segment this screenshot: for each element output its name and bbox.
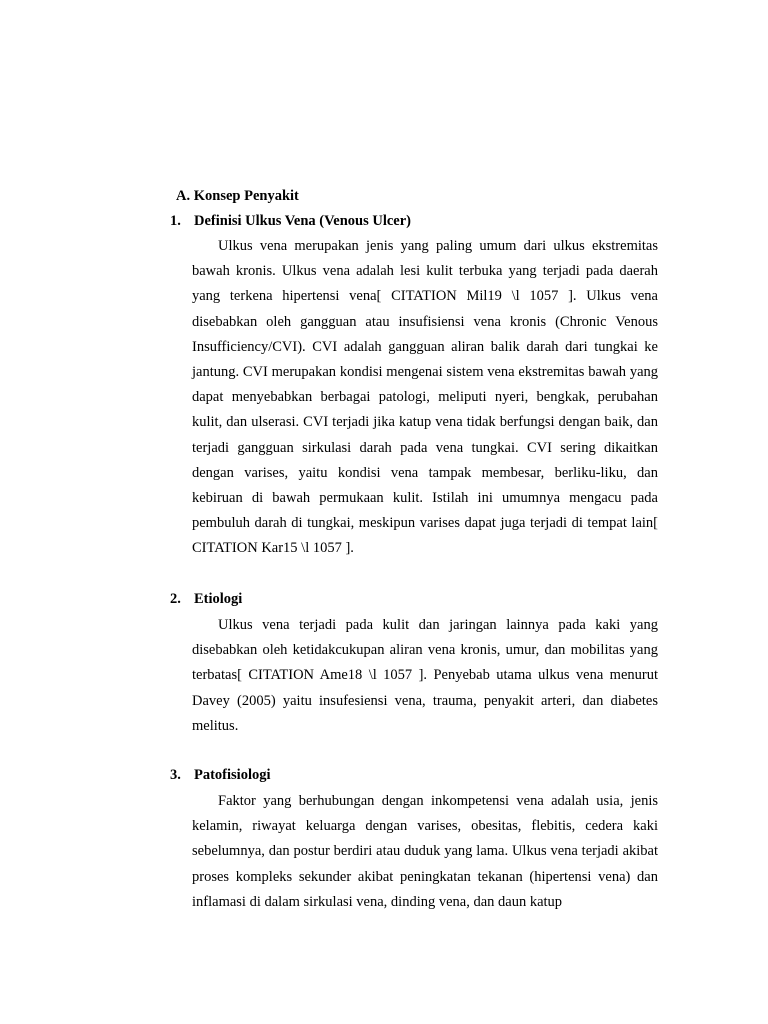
chapter-heading: A. Konsep Penyakit — [176, 188, 299, 204]
section-3-title: Patofisiologi — [194, 767, 271, 783]
section-2-heading — [170, 591, 242, 608]
section-1-title: Definisi Ulkus Vena (Venous Ulcer) — [194, 213, 411, 229]
section-3-heading — [170, 767, 271, 784]
section-2-paragraph: Ulkus vena terjadi pada kulit dan jaringan lainnya pada kaki yang disebabkan oleh ketidakcukupan aliran vena kronis, umur, dan mobilitas yang terbatas[ CITATION Ame18 \l 1057 ]. Penyebab utama ulkus vena menurut Davey (2005) yaitu insufesiensi vena, trauma, penyakit arteri, dan diabetes melitus. — [192, 617, 658, 734]
section-2-title: Etiologi — [194, 591, 243, 607]
section-1-number: 1. — [170, 213, 181, 229]
section-3-number: 3. — [170, 767, 181, 783]
section-1-paragraph: Ulkus vena merupakan jenis yang paling umum dari ulkus ekstremitas bawah kronis. Ulkus vena adalah lesi kulit terbuka yang terjadi pada daerah yang terkena hipertensi vena[ CITATION Mil19 \l 1057 ]. Ulkus vena disebabkan oleh gangguan atau insufisiensi vena kronis (Chronic Venous Insufficiency/CVI). CVI adalah gangguan aliran balik darah dari tungkai ke jantung. CVI merupakan kondisi mengenai sistem vena ekstremitas bawah yang dapat menyebabkan berbagai patologi, meliputi nyeri, bengkak, perubahan kulit, dan ulserasi. CVI terjadi jika katup vena tidak berfungsi dengan baik, dan terjadi gangguan sirkulasi darah pada vena tungkai. CVI sering dikaitkan dengan varises, yaitu kondisi vena tampak membesar, berliku-liku, dan kebiruan di bawah permukaan kulit. Istilah ini umumnya mengacu pada pembuluh darah di tungkai, meskipun varises dapat juga terjadi di tempat lain[ CITATION Kar15 \l 1057 ]. — [192, 238, 658, 557]
section-3-paragraph: Faktor yang berhubungan dengan inkompetensi vena adalah usia, jenis kelamin, riwayat keluarga dengan varises, obesitas, flebitis, cedera kaki sebelumnya, dan postur berdiri atau duduk yang lama. Ulkus vena terjadi akibat proses kompleks sekunder akibat peningkatan tekanan (hipertensi vena) dan inflamasi di dalam sirkulasi vena, dinding vena, dan daun katup — [192, 793, 658, 910]
section-1-heading — [170, 213, 411, 230]
section-2-number: 2. — [170, 591, 181, 607]
